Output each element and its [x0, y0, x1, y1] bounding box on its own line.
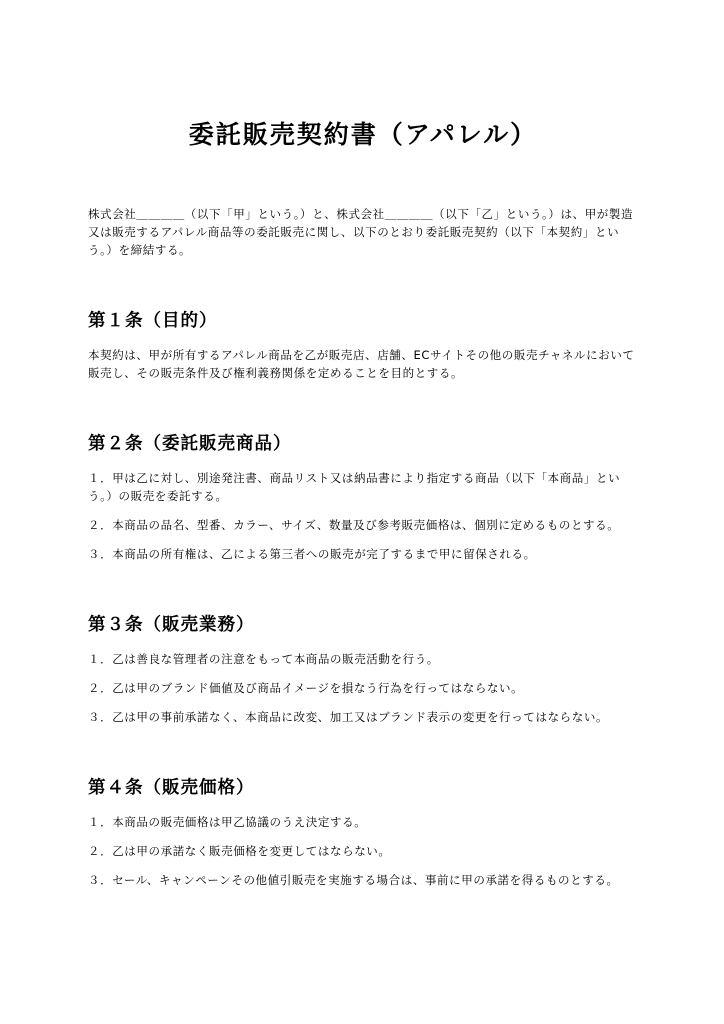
- clause-list: [88, 650, 638, 726]
- clause-item: １．本商品の販売価格は甲乙協議のうえ決定する。: [88, 815, 367, 829]
- clause-list: [88, 813, 638, 889]
- article-3: [88, 613, 638, 726]
- article-heading: 第２条（委託販売商品）: [88, 434, 292, 454]
- clause-item: ２．乙は甲の承諾なく販売価格を変更してはならない。: [88, 844, 391, 858]
- article-heading: 第１条（目的）: [88, 311, 218, 331]
- clause-item: ２．本商品の品名、型番、カラー、サイズ、数量及び参考販売価格は、個別に定めるものとする。: [88, 518, 620, 532]
- clause-item: ３．本商品の所有権は、乙による第三者への販売が完了するまで甲に留保される。: [88, 547, 536, 561]
- document-title: 委託販売契約書（アパレル）: [188, 120, 538, 149]
- clause-item: ３．乙は甲の事前承諾なく、本商品に改変、加工又はブランド表示の変更を行ってはならない。: [88, 710, 609, 724]
- clause-list: [88, 469, 638, 563]
- article-heading: 第３条（販売業務）: [88, 615, 255, 635]
- article-body: 本契約は、甲が所有するアパレル商品を乙が販売店、店舗、ECサイトその他の販売チャネルにおいて販売し、その販売条件及び権利義務関係を定めることを目的とする。: [88, 348, 635, 380]
- article-2: [88, 432, 638, 563]
- clause-item: ３．セール、キャンペーンその他値引販売を実施する場合は、事前に甲の承諾を得るものとする。: [88, 873, 619, 887]
- clause-item: １．甲は乙に対し、別途発注書、商品リスト又は納品書により指定する商品（以下「本商品」という。）の販売を委託する。: [88, 471, 621, 503]
- preamble-paragraph: 株式会社＿＿＿＿（以下「甲」という。）と、株式会社＿＿＿＿（以下「乙」という。）は、甲が製造又は販売するアパレル商品等の委託販売に関し、以下のとおり委託販売契約（以下「本契約」という。）を締結する。: [88, 207, 634, 257]
- clause-item: １．乙は善良な管理者の注意をもって本商品の販売活動を行う。: [88, 652, 439, 666]
- article-4: [88, 776, 638, 889]
- article-heading: 第４条（販売価格）: [88, 778, 255, 798]
- article-1: [88, 309, 638, 382]
- clause-item: ２．乙は甲のブランド価値及び商品イメージを損なう行為を行ってはならない。: [88, 681, 524, 695]
